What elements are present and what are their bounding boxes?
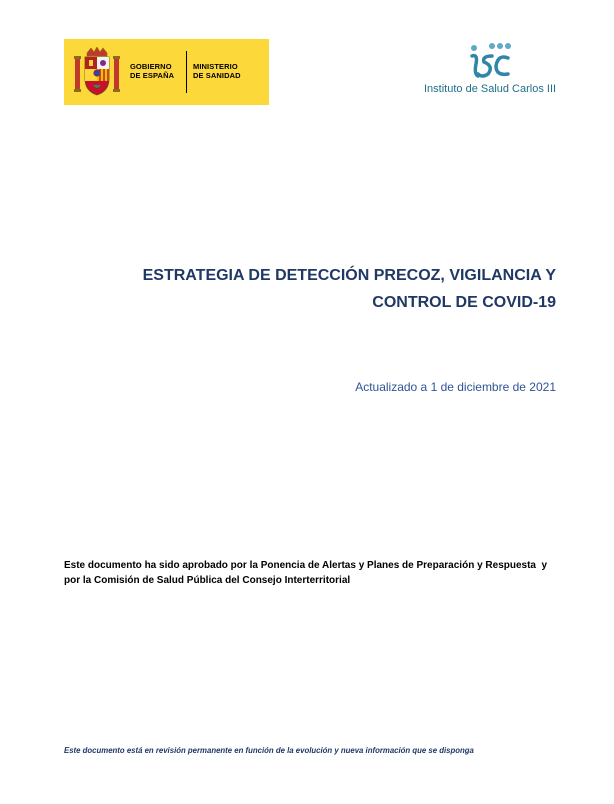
approval-line2: por la Comisión de Salud Pública del Consejo Interterritorial [64,575,351,586]
document-title [96,262,556,316]
gobierno-text [130,62,174,80]
gobierno-ministerio-logo [64,39,269,105]
updated-date: Actualizado a 1 de diciembre de 2021 [355,380,556,394]
institute-name: Instituto de Salud Carlos III [424,83,557,95]
logo-divider [186,51,187,93]
coat-of-arms-icon [73,47,121,97]
approval-line1: Este documento ha sido aprobado por la Ponencia de Alertas y Planes de Preparación y Respuesta y [64,560,548,571]
approval-statement [64,558,564,588]
gobierno-line1: GOBIERNO [130,62,172,71]
isciii-logo-icon [464,40,514,80]
title-line2: CONTROL DE COVID-19 [372,294,556,311]
ministerio-text [193,62,241,80]
title-line1: ESTRATEGIA DE DETECCIÓN PRECOZ, VIGILANCIA Y [142,267,556,284]
ministerio-line1: MINISTERIO [193,62,238,71]
ministerio-line2: DE SANIDAD [193,71,241,80]
footer-note: Este documento está en revisión permanente en función de la evolución y nueva información que se disponga [64,746,474,755]
institute-logo [424,40,564,100]
gobierno-line2: DE ESPAÑA [130,71,175,80]
